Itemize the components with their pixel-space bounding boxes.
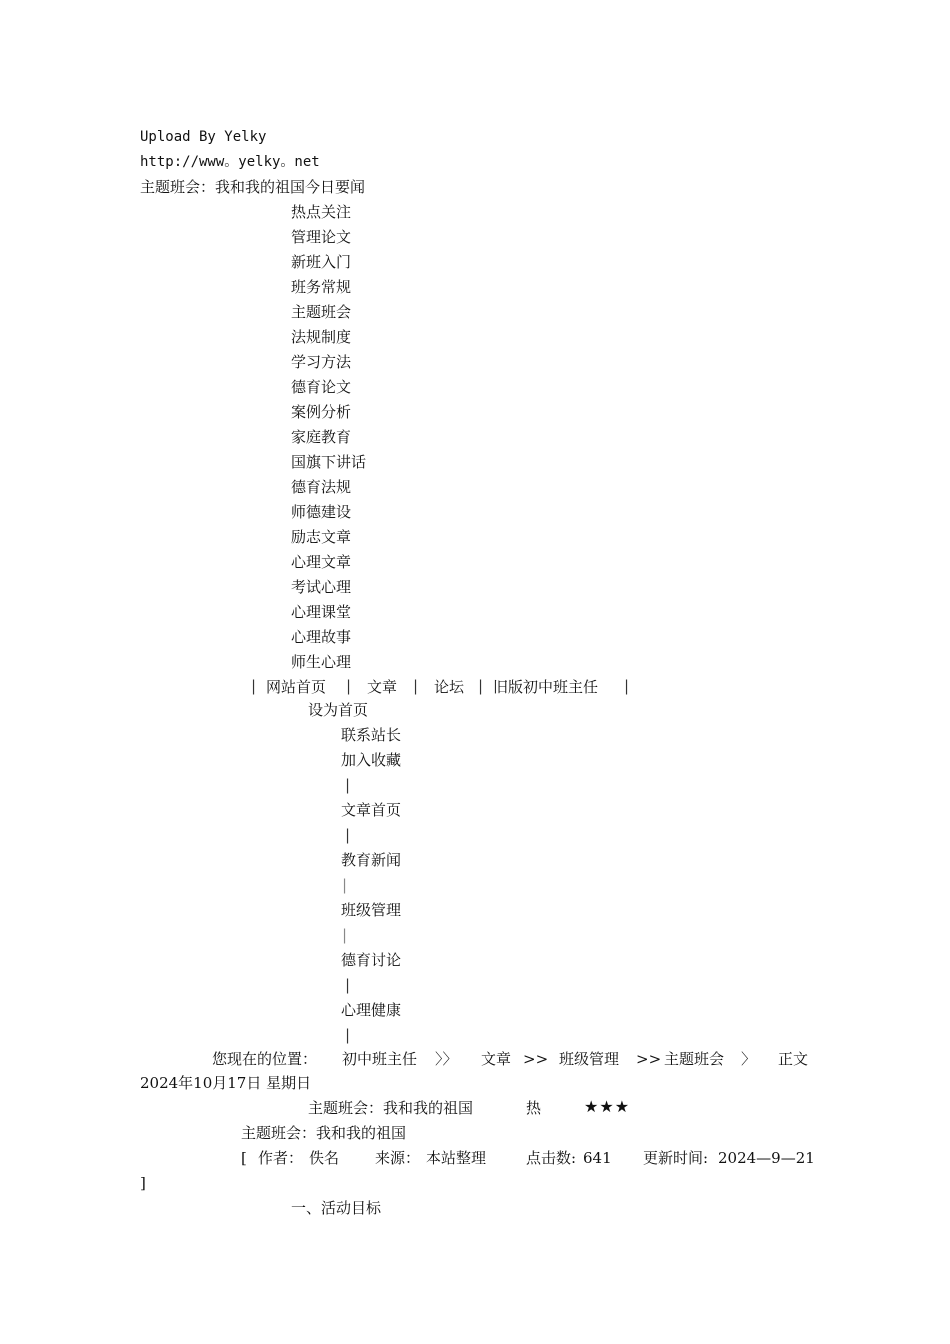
hot-label: 热 bbox=[526, 1099, 542, 1117]
article-title: 主题班会：我和我的祖国 bbox=[241, 1124, 407, 1142]
breadcrumb-separator: 〉〉 bbox=[435, 1050, 458, 1068]
contact-admin-link[interactable]: 联系站长 bbox=[341, 726, 402, 744]
upload-credit: Upload By Yelky bbox=[140, 129, 267, 145]
breadcrumb-separator: >> bbox=[523, 1050, 549, 1068]
breadcrumb-current: 正文 bbox=[778, 1050, 809, 1068]
section-heading: 一、活动目标 bbox=[291, 1199, 382, 1217]
nav-separator: | bbox=[251, 677, 257, 695]
section-separator: | bbox=[342, 876, 348, 894]
nav-separator: | bbox=[478, 677, 484, 695]
section-moral-discussion[interactable]: 德育讨论 bbox=[341, 951, 402, 969]
nav-separator: | bbox=[413, 677, 419, 695]
breadcrumb-separator: 〉 bbox=[741, 1050, 757, 1068]
category-link[interactable]: 案例分析 bbox=[291, 403, 352, 421]
category-link[interactable]: 学习方法 bbox=[291, 353, 352, 371]
updated-label: 更新时间: bbox=[643, 1149, 709, 1167]
category-link[interactable]: 心理故事 bbox=[291, 628, 352, 646]
section-separator: | bbox=[345, 826, 351, 844]
nav-separator: | bbox=[624, 677, 630, 695]
page-title: 主题班会：我和我的祖国今日要闻 bbox=[140, 178, 366, 196]
rating-stars: ★★★ bbox=[584, 1097, 631, 1116]
section-mental-health[interactable]: 心理健康 bbox=[341, 1001, 402, 1019]
hits-label: 点击数: bbox=[526, 1149, 577, 1167]
breadcrumb-item[interactable]: 主题班会 bbox=[664, 1050, 725, 1068]
breadcrumb-prefix: 您现在的位置： bbox=[212, 1050, 318, 1068]
nav-old-version[interactable]: 旧版初中班主任 bbox=[493, 678, 599, 696]
meta-bracket-close: ] bbox=[140, 1174, 146, 1192]
nav-forum[interactable]: 论坛 bbox=[434, 678, 465, 696]
category-link[interactable]: 德育法规 bbox=[291, 478, 352, 496]
nav-separator: | bbox=[346, 677, 352, 695]
category-link[interactable]: 新班入门 bbox=[291, 253, 352, 271]
category-link[interactable]: 心理课堂 bbox=[291, 603, 352, 621]
site-url: http://www。yelky。net bbox=[140, 154, 320, 170]
breadcrumb-item[interactable]: 文章 bbox=[481, 1050, 512, 1068]
category-link[interactable]: 国旗下讲话 bbox=[291, 453, 367, 471]
category-link[interactable]: 管理论文 bbox=[291, 228, 352, 246]
hits-value: 641 bbox=[583, 1149, 612, 1167]
set-homepage-link[interactable]: 设为首页 bbox=[308, 701, 369, 719]
source-value: 本站整理 bbox=[426, 1149, 487, 1167]
category-link[interactable]: 考试心理 bbox=[291, 578, 352, 596]
article-heading: 主题班会：我和我的祖国 bbox=[308, 1099, 474, 1117]
section-article-home[interactable]: 文章首页 bbox=[341, 801, 402, 819]
meta-bracket-open: [ bbox=[241, 1149, 247, 1167]
breadcrumb-item[interactable]: 班级管理 bbox=[559, 1050, 620, 1068]
nav-articles[interactable]: 文章 bbox=[367, 678, 398, 696]
section-class-management[interactable]: 班级管理 bbox=[341, 901, 402, 919]
category-link[interactable]: 法规制度 bbox=[291, 328, 352, 346]
category-link[interactable]: 师生心理 bbox=[291, 653, 352, 671]
source-label: 来源： bbox=[375, 1149, 421, 1167]
section-separator: | bbox=[342, 926, 348, 944]
category-link[interactable]: 德育论文 bbox=[291, 378, 352, 396]
author-value: 佚名 bbox=[309, 1149, 340, 1167]
category-link[interactable]: 热点关注 bbox=[291, 203, 352, 221]
breadcrumb-item[interactable]: 初中班主任 bbox=[342, 1050, 418, 1068]
date-line: 2024年10月17日 星期日 bbox=[140, 1074, 312, 1092]
category-link[interactable]: 心理文章 bbox=[291, 553, 352, 571]
author-label: 作者： bbox=[258, 1149, 304, 1167]
section-education-news[interactable]: 教育新闻 bbox=[341, 851, 402, 869]
updated-value: 2024—9—21 bbox=[718, 1149, 815, 1167]
category-link[interactable]: 家庭教育 bbox=[291, 428, 352, 446]
section-separator: | bbox=[345, 1026, 351, 1044]
section-separator: | bbox=[345, 976, 351, 994]
category-link[interactable]: 主题班会 bbox=[291, 303, 352, 321]
breadcrumb-separator: >> bbox=[636, 1050, 662, 1068]
section-separator: | bbox=[345, 776, 351, 794]
category-link[interactable]: 师德建设 bbox=[291, 503, 352, 521]
add-bookmark-link[interactable]: 加入收藏 bbox=[341, 751, 402, 769]
category-link[interactable]: 班务常规 bbox=[291, 278, 352, 296]
category-link[interactable]: 励志文章 bbox=[291, 528, 352, 546]
nav-home[interactable]: 网站首页 bbox=[266, 678, 327, 696]
